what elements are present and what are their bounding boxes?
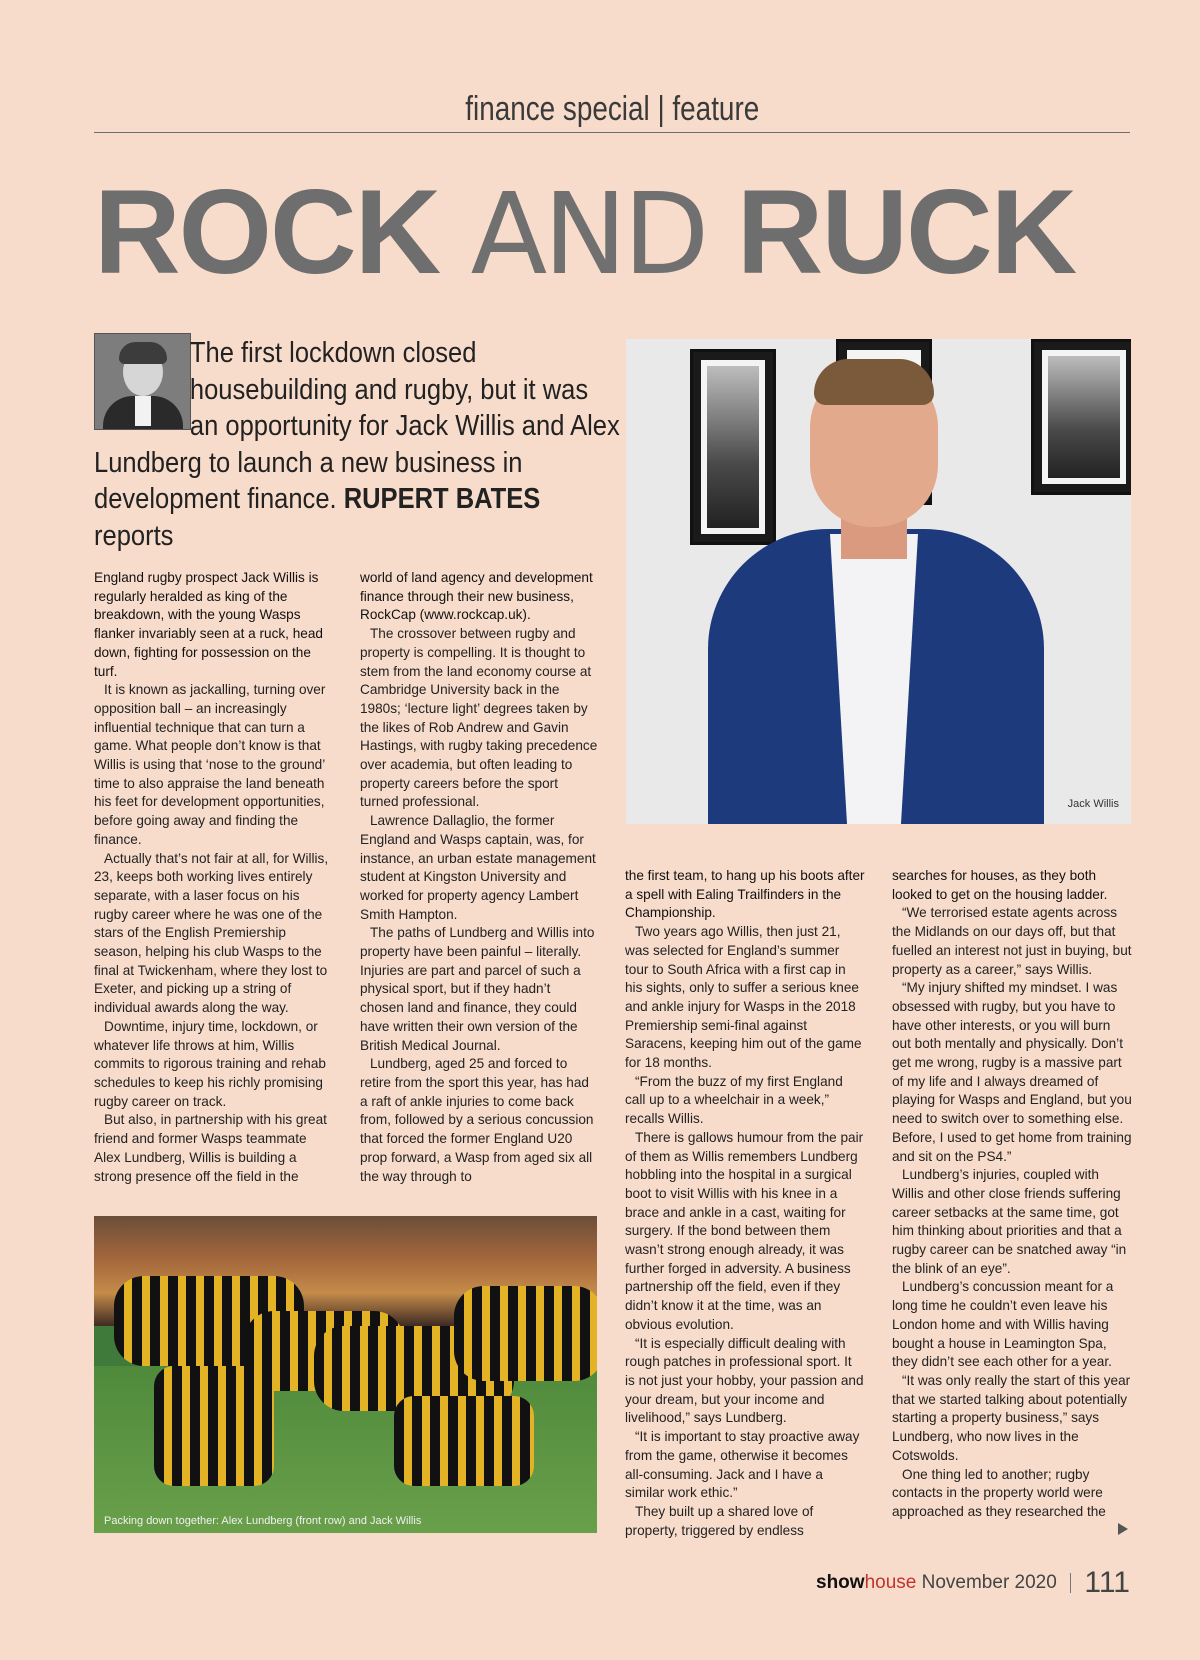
paragraph: “My injury shifted my mindset. I was obsessed with rugby, but you have to have other interests, or you will burn out both mentally and physically. Don’t get me wrong, rugby is a massive part of my life and I always dreamed of playing for Wasps and England, but you need to switch over to something else. Before, I used to get home from training and sit on the PS4.” <box>892 980 1132 1164</box>
paragraph: They built up a shared love of property, triggered by endless <box>625 1503 814 1538</box>
paragraph: Two years ago Willis, then just 21, was selected for England’s summer tour to South Africa with a first cap in his sights, only to suffer a serious knee and ankle injury for Wasps in the 2018 Premiership semi-final against Saracens, keeping him out of the game for 18 months. <box>625 924 862 1071</box>
paragraph: The crossover between rugby and property is compelling. It is thought to stem from the land economy course at Cambridge University back in the 1980s; ‘lecture light’ degrees taken by the likes of Rob Andrew and Gavin Hastings, with rugby taking precedence over academia, but often leading to property careers before the sport turned professional. <box>360 626 598 810</box>
brand-house: house <box>864 1572 917 1594</box>
paragraph: “It was only really the start of this year that we started talking about potentially starting a property business,” says Lundberg, who now lives in the Cotswolds. <box>892 1372 1131 1463</box>
paragraph: “We terrorised estate agents across the Midlands on our days off, but that fuelled an interest not just in buying, but property as a career,” says Willis. <box>892 905 1132 977</box>
paragraph: England rugby prospect Jack Willis is regularly heralded as king of the breakdown, with the young Wasps flanker invariably seen at a ruck, head down, fighting for possession on the turf. <box>94 570 323 679</box>
section-header <box>94 86 1130 133</box>
article-column-1 <box>94 569 332 1186</box>
paragraph: But also, in partnership with his great friend and former Wasps teammate Alex Lundberg, Willis is building a strong presence off the field in the <box>94 1112 327 1184</box>
photo-caption: Packing down together: Alex Lundberg (front row) and Jack Willis <box>104 1515 422 1527</box>
headline-word-rock: ROCK <box>94 165 440 299</box>
page-number: 111 <box>1084 1566 1130 1599</box>
standfirst-text: The first lockdown closed housebuilding and rugby, but it was an opportunity for Jack Willis and Alex Lundberg to launch a new business in development finance. <box>94 337 620 515</box>
triangle-right-icon <box>1118 1523 1128 1535</box>
page-footer <box>816 1563 1130 1603</box>
scrum-photo <box>94 1216 597 1533</box>
paragraph: The paths of Lundberg and Willis into property have been painful – literally. Injuries are part and parcel of such a physical sport, but if they hadn’t chosen land and finance, they could have written their own version of the British Medical Journal. <box>360 925 595 1053</box>
paragraph: Lundberg’s concussion meant for a long time he couldn’t even leave his London home and with Willis having bought a house in Leamington Spa, they didn’t see each other for a year. <box>892 1279 1114 1370</box>
paragraph: searches for houses, as they both looked to get on the housing ladder. <box>892 868 1108 902</box>
paragraph: Lundberg, aged 25 and forced to retire from the sport this year, has had a raft of ankle injuries to come back from, followed by a serious concussion that forced the former England U20 prop forward, a Wasp from aged six all the way through to <box>360 1056 594 1184</box>
standfirst <box>94 335 620 554</box>
paragraph: Downtime, injury time, lockdown, or whatever life throws at him, Willis commits to rigorous training and rehab schedules to keep his richly promising rugby career on track. <box>94 1018 326 1109</box>
paragraph: world of land agency and development finance through their new business, RockCap (www.rockcap.uk). <box>360 570 593 623</box>
issue-date: November 2020 <box>921 1572 1057 1594</box>
article-column-2 <box>360 569 598 1186</box>
paragraph: There is gallows humour from the pair of them as Willis remembers Lundberg hobbling into the hospital in a surgical boot to visit Willis with his knee in a brace and ankle in a cast, waiting for surgery. If the bond between them wasn’t strong enough already, it was further forged in adversity. A business partnership off the field, even if they didn’t know it at the time, was an obvious evolution. <box>625 1129 864 1332</box>
headline-word-ruck: RUCK <box>736 165 1076 299</box>
headline <box>94 165 1134 300</box>
article-column-3 <box>625 867 865 1540</box>
section-label: finance special | feature <box>465 90 759 128</box>
paragraph: the first team, to hang up his boots after a spell with Ealing Trailfinders in the Championship. <box>625 868 865 921</box>
paragraph: One thing led to another; rugby contacts in the property world were approached as they researched the <box>892 1466 1106 1519</box>
photo-caption: Jack Willis <box>1067 798 1119 810</box>
footer-divider <box>1070 1573 1071 1593</box>
brand-show: show <box>816 1572 865 1594</box>
jack-willis-photo <box>626 339 1131 824</box>
paragraph: “It is especially difficult dealing with rough patches in professional sport. It is not just your hobby, your passion and your dream, but your income and livelihood,” says Lundberg. <box>625 1335 864 1426</box>
paragraph: “It is important to stay proactive away from the game, otherwise it becomes all-consuming. Jack and I have a similar work ethic.” <box>625 1429 860 1501</box>
paragraph: Lundberg’s injuries, coupled with Willis and other close friends suffering career setbacks at the same time, got him thinking about priorities and that a rugby career can be snatched away “in the blink of an eye”. <box>892 1167 1127 1276</box>
paragraph: Lawrence Dallaglio, the former England and Wasps captain, was, for instance, an urban estate management student at Kingston University and worked for property agency Lambert Smith Hampton. <box>360 813 596 922</box>
standfirst-suffix: reports <box>94 519 174 552</box>
article-column-4 <box>892 867 1132 1522</box>
paragraph: It is known as jackalling, turning over opposition ball – an increasingly influential technique that can turn a game. What people don’t know is that Willis is using that ‘nose to the ground’ time to also appraise the land beneath his feet for development opportunities, before going away and finding the finance. <box>94 682 326 847</box>
paragraph: Actually that’s not fair at all, for Willis, 23, keeps both working lives entirely separate, with a laser focus on his rugby career where he was one of the stars of the English Premiership season, helping his club Wasps to the final at Twickenham, where they lost to Exeter, and picking up a string of individual awards along the way. <box>94 850 329 1016</box>
headline-word-and: AND <box>470 170 706 300</box>
author-name: RUPERT BATES <box>343 483 541 515</box>
paragraph: “From the buzz of my first England call up to a wheelchair in a week,” recalls Willis. <box>625 1073 843 1127</box>
